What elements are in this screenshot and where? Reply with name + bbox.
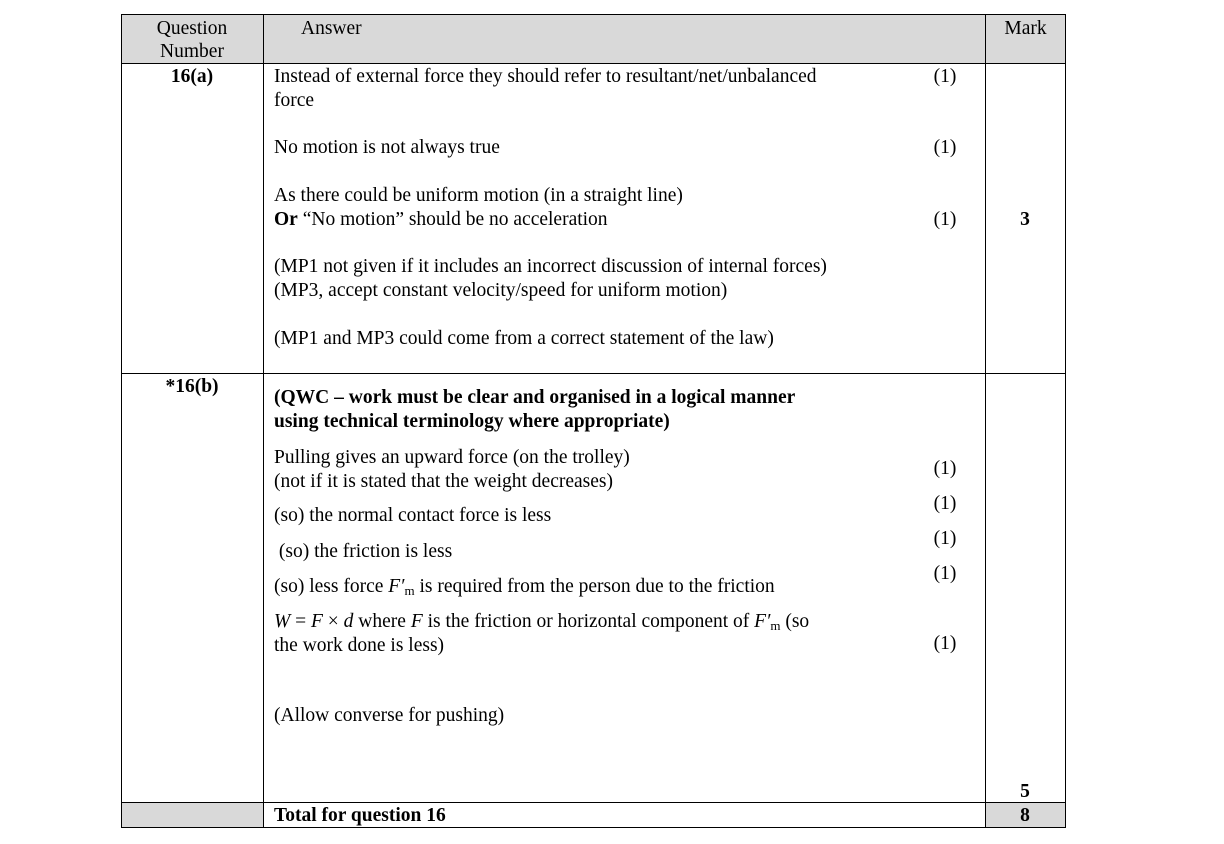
mark-16b-5: (1) [933, 633, 957, 654]
mark-16b-4: (1) [933, 563, 957, 584]
header-answer: Answer [301, 18, 362, 39]
answer-16b-line-4 [274, 575, 775, 603]
answer-16a-final-note: (MP1 and MP3 could come from a correct statement of the law) [274, 328, 774, 349]
symbol-f-prime-2: F′ [754, 611, 771, 632]
total-16b: 5 [1020, 781, 1030, 802]
or-text: “No motion” should be no acceleration [297, 209, 608, 230]
col-sep-2 [985, 14, 986, 828]
symbol-d: d [343, 611, 354, 632]
text-times: × [322, 611, 344, 632]
border-left [121, 14, 122, 828]
symbol-w: W [274, 611, 291, 632]
answer-16b-line-2: (so) the normal contact force is less [274, 505, 552, 526]
answer-16b-line-7: (Allow converse for pushing) [274, 705, 505, 726]
text-friction-component: is the friction or horizontal component of [422, 611, 755, 632]
subscript-m: m [404, 583, 415, 598]
total-label: Total for question 16 [274, 805, 446, 826]
mark-16b-1: (1) [933, 458, 957, 479]
question-number-16b: *16(b) [165, 376, 219, 397]
question-number-16a: 16(a) [170, 66, 214, 87]
symbol-f-prime: F′ [388, 576, 405, 597]
mark-16b-3: (1) [933, 528, 957, 549]
answer-16b-line-3: (so) the friction is less [274, 541, 453, 562]
text-so: (so [780, 611, 810, 632]
or-label: Or [274, 209, 298, 230]
row-sep-16a [121, 373, 1066, 374]
mark-scheme-table [121, 14, 1066, 828]
text-where: where [353, 611, 411, 632]
subscript-m-2: m [770, 618, 781, 633]
text-required: is required from the person due to the friction [414, 576, 775, 597]
mark-16b-2: (1) [933, 493, 957, 514]
answer-16a-line-1: Instead of external force they should refer to resultant/net/unbalanced force [274, 66, 817, 111]
footer-shade-left [122, 802, 263, 827]
text-equals: = [290, 611, 311, 632]
total-question-16: 8 [1020, 805, 1030, 826]
answer-16b-line-6: the work done is less) [274, 635, 445, 656]
symbol-f: F [311, 611, 323, 632]
col-sep-1 [263, 14, 264, 828]
answer-16a-line-3: As there could be uniform motion (in a straight line) [274, 185, 683, 206]
row-sep-16b [121, 802, 1066, 803]
mark-16a-2: (1) [933, 137, 957, 158]
answer-16b-line-1: Pulling gives an upward force (on the trolley) (not if it is stated that the weight decreases) [274, 447, 630, 492]
mark-16a-3: (1) [933, 209, 957, 230]
symbol-f-2: F [410, 611, 423, 632]
header-question-number: Question Number [156, 18, 228, 62]
answer-16b-qwc: (QWC – work must be clear and organised in a logical manner using technical terminology where appropriate) [274, 387, 796, 432]
answer-16a-line-2: No motion is not always true [274, 137, 500, 158]
answer-16a-line-4 [274, 208, 608, 232]
total-16a: 3 [1020, 209, 1030, 230]
header-mark: Mark [1004, 18, 1047, 39]
border-right [1065, 14, 1066, 828]
mark-16a-1: (1) [933, 66, 957, 87]
answer-16a-notes: (MP1 not given if it includes an incorrect discussion of internal forces) (MP3, accept constant velocity/speed for uniform motion) [274, 256, 827, 301]
row-sep-header [121, 63, 1066, 64]
text-less-force: (so) less force [274, 576, 389, 597]
